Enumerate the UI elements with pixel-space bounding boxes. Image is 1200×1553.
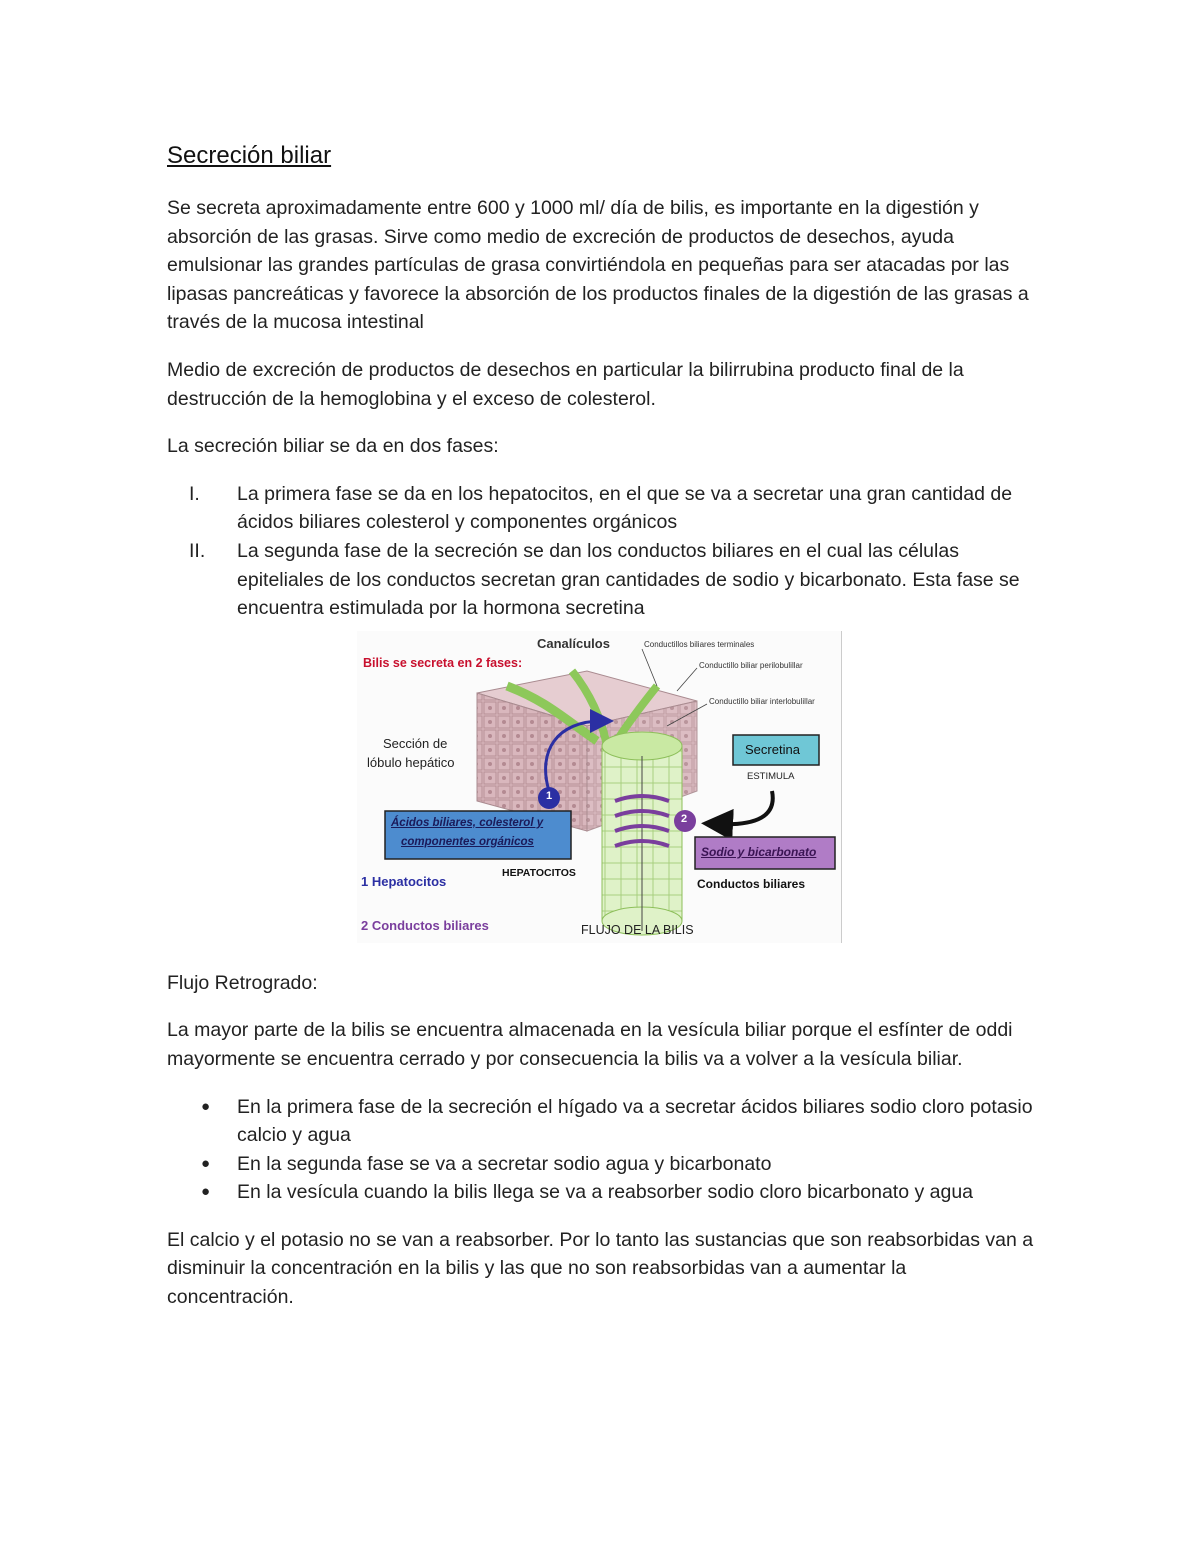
secretin-label: Secretina <box>745 741 800 757</box>
legend-bile-ducts: 2 Conductos biliares <box>361 917 489 933</box>
paragraph-retrograde: La mayor parte de la bilis se encuentra almacenada en la vesícula biliar porque el esfínter de oddi mayormente se encuentra cerrado y por consecuencia la bilis va a volver a la vesícula biliar. <box>167 1019 1013 1070</box>
hepatocytes-caps-label: HEPATOCITOS <box>502 866 576 879</box>
bullet-icon: ● <box>201 1097 211 1115</box>
list-marker: I. <box>189 482 200 505</box>
bile-duct-top <box>602 732 682 760</box>
stimulates-label: ESTIMULA <box>747 770 795 782</box>
canaliculi-label: Canalículos <box>537 635 610 651</box>
list-item <box>167 480 1037 537</box>
legend-hepatocytes: 1 Hepatocitos <box>361 873 447 889</box>
bile-acids-label-line1: Ácidos biliares, colesterol y <box>391 816 544 829</box>
sodium-bicarbonate-label: Sodio y bicarbonato <box>701 844 817 859</box>
interlobular-ductule-label: Conductillo biliar interlobulillar <box>709 696 815 706</box>
perilobular-ductule-label: Conductillo biliar perilobulillar <box>699 660 803 670</box>
phases-list <box>167 480 1037 623</box>
bile-secretion-diagram <box>357 631 842 943</box>
step-1-number: 1 <box>546 789 553 802</box>
bile-flow-label: FLUJO DE LA BILIS <box>581 922 694 937</box>
paragraph-retrograde-heading: Flujo Retrogrado: <box>167 971 318 994</box>
bullet-icon: ● <box>201 1154 211 1172</box>
secretin-stimulus-arrow <box>717 791 773 824</box>
list-item-text: En la primera fase de la secreción el hígado va a secretar ácidos biliares sodio cloro potasio calcio y agua <box>237 1095 1033 1147</box>
list-item <box>167 1093 1037 1150</box>
paragraph-phases-intro: La secreción biliar se da en dos fases: <box>167 435 499 458</box>
page-title: Secreción biliar <box>167 142 332 169</box>
paragraph-intro: Se secreta aproximadamente entre 600 y 1000 ml/ día de bilis, es importante en la digestión y absorción de las grasas. Sirve como medio de excreción de productos de desechos, ayuda emulsionar las grandes partículas de grasa convirtiéndola en pequeñas para ser atacadas por las lipasas pancreáticas y favorece la absorción de los productos finales de la digestión de las grasas a través de la mucosa intestinal <box>167 197 1029 334</box>
diagram-illustration <box>357 631 841 943</box>
bile-acids-label-line2: componentes orgánicos <box>401 835 534 848</box>
lobule-section-label-line1: Sección de <box>383 735 448 751</box>
secretion-bullets <box>167 1093 1037 1207</box>
list-item <box>167 537 1037 623</box>
bullet-icon: ● <box>201 1183 211 1201</box>
diagram-heading: Bilis se secreta en 2 fases: <box>363 655 523 670</box>
document-page <box>167 140 1037 1331</box>
bile-ducts-label: Conductos biliares <box>697 876 806 891</box>
lobule-section-label-line2: lóbulo hepático <box>367 754 455 770</box>
paragraph-excretion: Medio de excreción de productos de desechos en particular la bilirrubina producto final de la destrucción de la hemoglobina y el exceso de colesterol. <box>167 358 964 410</box>
paragraph-conclusion: El calcio y el potasio no se van a reabsorber. Por lo tanto las sustancias que son reabsorbidas van a disminuir la concentración en la bilis y las que no son reabsorbidas van a aumentar la concentración. <box>167 1228 1034 1309</box>
step-2-number: 2 <box>681 812 688 825</box>
list-item-text: En la vesícula cuando la bilis llega se va a reabsorber sodio cloro bicarbonato y agua <box>237 1181 974 1204</box>
terminal-ductules-label: Conductillos biliares terminales <box>644 639 755 649</box>
list-marker: II. <box>189 539 206 562</box>
list-item-text: La segunda fase de la secreción se dan los conductos biliares en el cual las células epiteliales de los conductos secretan gran cantidades de sodio y bicarbonato. Esta fase se encuentra estimulada por la hormona secretina <box>237 539 1020 620</box>
list-item-text: La primera fase se da en los hepatocitos, en el que se va a secretar una gran cantidad de ácidos biliares colesterol y componentes orgánicos <box>237 482 1013 534</box>
list-item <box>167 1178 1037 1207</box>
list-item <box>167 1150 1037 1179</box>
list-item-text: En la segunda fase se va a secretar sodio agua y bicarbonato <box>237 1152 772 1175</box>
